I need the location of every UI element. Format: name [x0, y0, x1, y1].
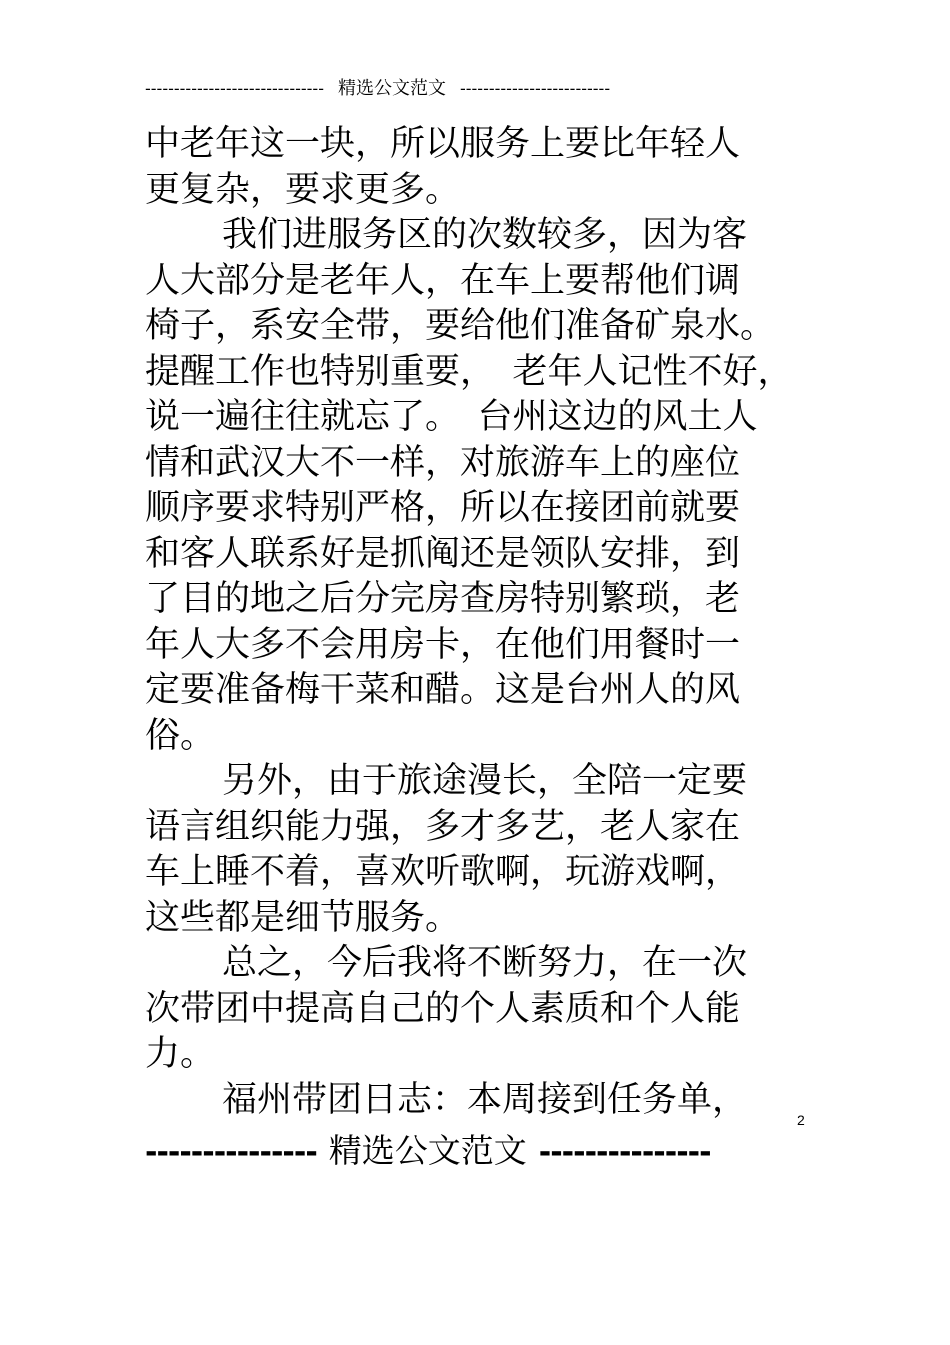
document-body: [145, 122, 825, 1123]
text-line: 另外，由于旅途漫长，全陪一定要: [222, 761, 748, 801]
text-line: 这些都是细节服务。: [145, 897, 461, 938]
text-line: 中老年这一块，所以服务上要比年轻人: [145, 124, 741, 164]
header-left-rule: -------------------------------: [145, 79, 324, 98]
text-line: 了目的地之后分完房查房特别繁琐，老: [145, 579, 741, 619]
text-line: 语言组织能力强，多才多艺，老人家在: [145, 806, 741, 847]
paragraph-5: [145, 1078, 825, 1124]
text-line: 顺序要求特别严格，所以在接团前就要: [145, 488, 741, 528]
text-line: 更复杂，要求更多。: [145, 169, 461, 210]
text-line: 福州带团日志：本周接到任务单，: [222, 1079, 748, 1120]
text-line: 说一遍往往就忘了。 台州这边的风土人: [145, 397, 758, 437]
text-line: 定要准备梅干菜和醋。这是台州人的风: [145, 670, 741, 710]
text-line: 椅子，系安全带，要给他们准备矿泉水。: [145, 306, 776, 346]
paragraph-4: [145, 941, 825, 1078]
text-line: 年人大多不会用房卡，在他们用餐时一: [145, 624, 741, 665]
text-line: 情和武汉大不一样，对旅游车上的座位: [145, 442, 741, 483]
text-line: 提醒工作也特别重要， 老年人记性不好，: [145, 351, 793, 392]
page-header: [145, 74, 775, 104]
text-line: 人大部分是老年人，在车上要帮他们调: [145, 260, 741, 301]
text-line: 我们进服务区的次数较多，因为客: [222, 215, 748, 255]
footer-left-rule: ---------------: [145, 1135, 317, 1170]
text-line: 俗。: [145, 715, 216, 756]
text-line: 车上睡不着，喜欢听歌啊，玩游戏啊，: [145, 852, 741, 892]
paragraph-1: [145, 122, 825, 213]
paragraph-3: [145, 759, 825, 941]
header-right-rule: --------------------------: [459, 79, 611, 98]
footer-title: 精选公文范文: [328, 1131, 527, 1170]
text-line: 和客人联系好是抓阄还是领队安排，到: [145, 533, 741, 574]
header-title: 精选公文范文: [337, 78, 446, 99]
text-line: 力。: [145, 1034, 216, 1074]
paragraph-2: [145, 213, 825, 759]
footer-right-rule: ---------------: [538, 1135, 711, 1170]
page-footer: [145, 1128, 785, 1176]
text-line: 次带团中提高自己的个人素质和个人能: [145, 988, 741, 1029]
text-line: 总之，今后我将不断努力，在一次: [222, 943, 748, 983]
page-number: 2: [797, 1112, 805, 1128]
